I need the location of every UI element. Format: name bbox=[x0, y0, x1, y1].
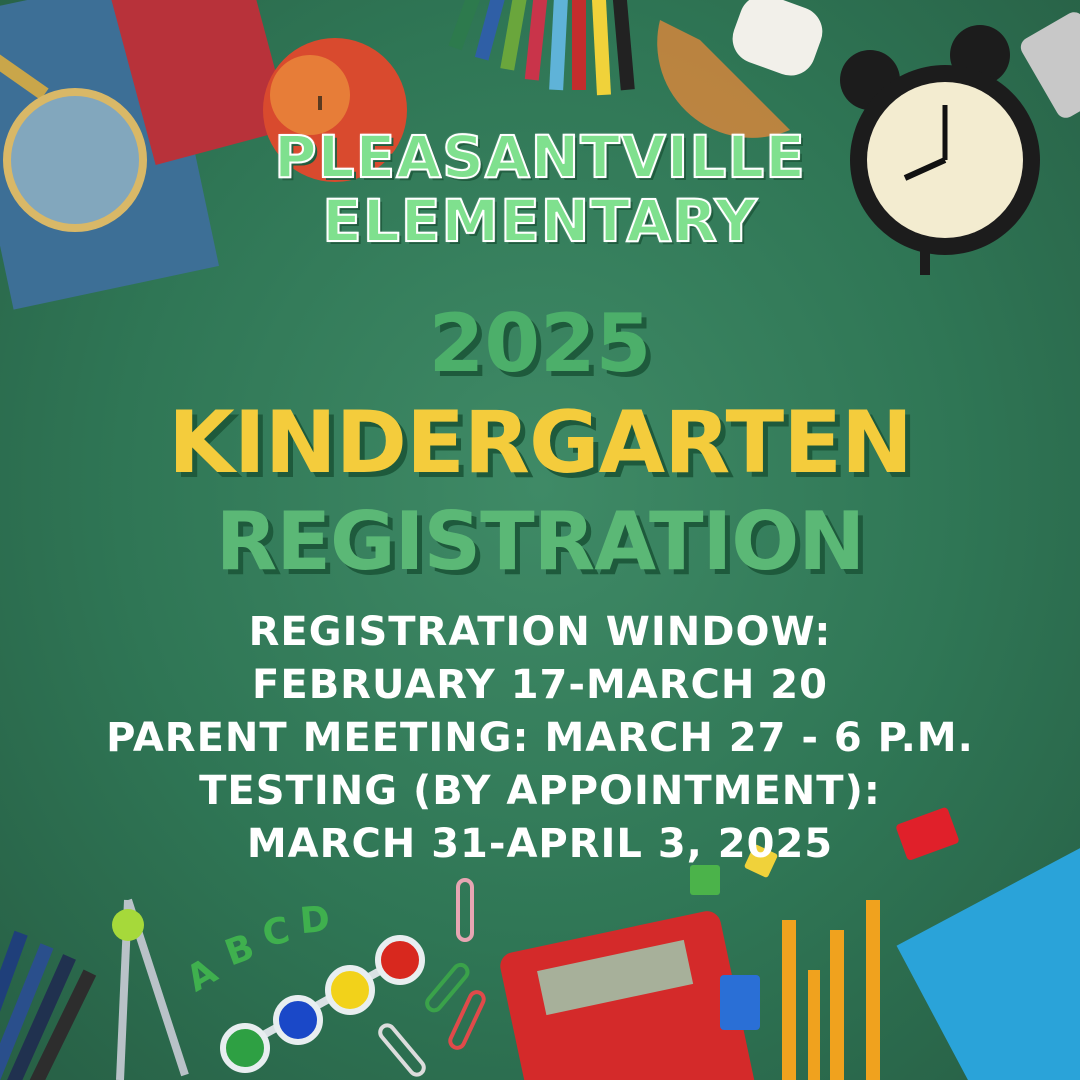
testing-label: TESTING (BY APPOINTMENT): bbox=[199, 768, 881, 814]
letter-a: A bbox=[179, 950, 225, 1001]
letter-d: D bbox=[298, 898, 332, 943]
school-name bbox=[0, 125, 1080, 253]
registration-window-label: REGISTRATION WINDOW: bbox=[248, 609, 832, 655]
parent-meeting-info: PARENT MEETING: MARCH 27 - 6 P.M. bbox=[106, 715, 974, 761]
eraser-icon bbox=[726, 0, 830, 83]
school-name-line1: PLEASANTVILLE bbox=[274, 123, 806, 191]
event-details bbox=[0, 606, 1080, 871]
testing-dates: MARCH 31-APRIL 3, 2025 bbox=[246, 821, 834, 867]
registration-year: 2025 bbox=[428, 297, 652, 390]
pencils-icon bbox=[782, 900, 880, 1080]
colored-pencils-icon bbox=[0, 931, 96, 1080]
program-title: KINDERGARTEN bbox=[168, 393, 912, 493]
notebook-icon bbox=[897, 842, 1080, 1080]
letter-c: C bbox=[259, 909, 294, 956]
stapler-icon bbox=[1017, 9, 1080, 122]
compass-icon bbox=[112, 900, 185, 1080]
school-name-line2: ELEMENTARY bbox=[322, 187, 758, 255]
crayons-icon bbox=[448, 0, 634, 95]
registration-window-dates: FEBRUARY 17-MARCH 20 bbox=[252, 662, 828, 708]
event-title: REGISTRATION bbox=[215, 495, 865, 588]
calculator-icon bbox=[498, 909, 758, 1080]
alphabet-letters bbox=[179, 898, 338, 1001]
letter-b: B bbox=[219, 926, 260, 975]
